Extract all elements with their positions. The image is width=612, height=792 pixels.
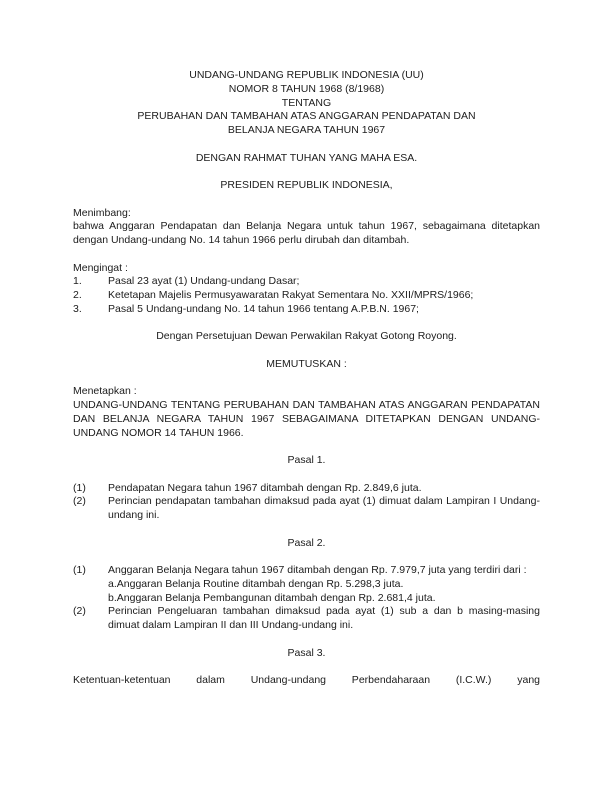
item-number: 3. <box>73 302 82 315</box>
item-text: Anggaran Belanja Negara tahun 1967 ditambah dengan Rp. 7.979,7 juta yang terdiri dari : <box>108 564 527 576</box>
title-line-3: TENTANG <box>281 96 332 109</box>
memutuskan-heading: MEMUTUSKAN : <box>266 357 347 370</box>
mengingat-label: Mengingat : <box>73 261 128 274</box>
pasal-3-heading: Pasal 3. <box>287 646 326 659</box>
menetapkan-section <box>73 385 540 440</box>
pasal-1-items <box>73 482 540 523</box>
pasal-1-heading: Pasal 1. <box>287 454 326 466</box>
item-text: Ketetapan Majelis Permusyawaratan Rakyat Sementara No. XXII/MPRS/1966; <box>108 289 474 301</box>
pasal-1-item <box>73 495 540 523</box>
agreement-line: Dengan Persetujuan Dewan Perwakilan Rakyat Gotong Royong. <box>156 330 457 343</box>
mengingat-item <box>73 303 540 317</box>
pasal-2-heading: Pasal 2. <box>287 536 326 549</box>
item-subline-a: a.Anggaran Belanja Routine ditambah dengan Rp. 5.298,3 juta. <box>108 577 404 590</box>
mengingat-section <box>73 262 540 317</box>
item-text: Pasal 5 Undang-undang No. 14 tahun 1966 tentang A.P.B.N. 1967; <box>108 302 419 315</box>
item-body <box>108 564 540 605</box>
pasal-3-body: Ketentuan-ketentuan dalam Undang-undang Perbendaharaan (I.C.W.) yang <box>73 674 540 686</box>
title-line-5: BELANJA NEGARA TAHUN 1967 <box>227 124 386 136</box>
item-text: Perincian Pengeluaran tambahan dimaksud pada ayat (1) sub a dan b masing-masing dimuat dalam Lampiran II dan III Undang-undang ini. <box>108 605 540 631</box>
menimbang-body: bahwa Anggaran Pendapatan dan Belanja Negara untuk tahun 1967, sebagaimana ditetapkan dengan Undang-undang No. 14 tahun 1966 perlu dirubah dan ditambah. <box>73 220 540 246</box>
title-line-1: UNDANG-UNDANG REPUBLIK INDONESIA (UU) <box>189 69 424 81</box>
item-text: Perincian pendapatan tambahan dimaksud pada ayat (1) dimuat dalam Lampiran I Undang-undang ini. <box>108 495 540 521</box>
menimbang-label: Menimbang: <box>73 206 131 219</box>
menetapkan-label: Menetapkan : <box>73 385 137 398</box>
item-number: (2) <box>73 495 86 508</box>
item-number: 2. <box>73 289 82 301</box>
title-line-4: PERUBAHAN DAN TAMBAHAN ATAS ANGGARAN PENDAPATAN DAN <box>137 110 476 123</box>
item-number: 1. <box>73 275 82 288</box>
item-text: Pasal 23 ayat (1) Undang-undang Dasar; <box>108 275 300 288</box>
pasal-1-item <box>73 482 540 496</box>
invocation-line: DENGAN RAHMAT TUHAN YANG MAHA ESA. <box>195 151 418 164</box>
pasal-2-item <box>73 605 540 633</box>
doc-title-block <box>73 69 540 138</box>
menetapkan-body: UNDANG-UNDANG TENTANG PERUBAHAN DAN TAMBAHAN ATAS ANGGARAN PENDAPATAN DAN BELANJA NEGARA TAHUN 1967 SEBAGAIMANA DITETAPKAN DENGAN UNDANG-UNDANG NOMOR 14 TAHUN 1966. <box>73 399 540 439</box>
issuer-line: PRESIDEN REPUBLIK INDONESIA, <box>220 179 393 191</box>
item-text: Pendapatan Negara tahun 1967 ditambah dengan Rp. 2.849,6 juta. <box>108 481 422 494</box>
pasal-2-items <box>73 564 540 633</box>
item-number: (1) <box>73 564 86 576</box>
menimbang-section <box>73 207 540 248</box>
item-number: (1) <box>73 481 86 494</box>
title-line-2: NOMOR 8 TAHUN 1968 (8/1968) <box>228 82 385 95</box>
item-number: (2) <box>73 605 86 618</box>
item-subline-b: b.Anggaran Belanja Pembangunan ditambah dengan Rp. 2.681,4 juta. <box>108 591 436 604</box>
pasal-2-item <box>73 564 540 605</box>
mengingat-item <box>73 275 540 289</box>
mengingat-item <box>73 289 540 303</box>
